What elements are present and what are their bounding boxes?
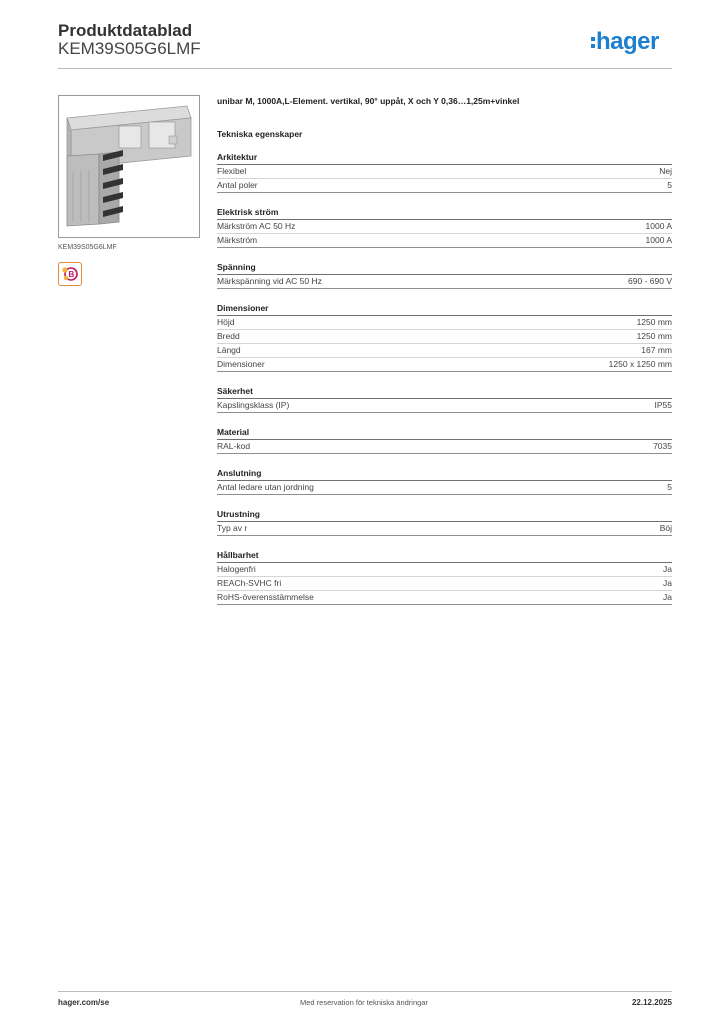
spec-label: Märkspänning vid AC 50 Hz — [217, 276, 322, 286]
image-caption: KEM39S05G6LMF — [58, 244, 117, 251]
section-title: Material — [217, 426, 672, 440]
spec-value: Ja — [663, 564, 672, 574]
spec-label: Märkström — [217, 235, 258, 245]
header-divider — [58, 68, 672, 69]
section-gap — [217, 193, 672, 206]
spec-value: 5 — [667, 482, 672, 492]
spec-label: Bredd — [217, 331, 240, 341]
spec-section — [217, 261, 672, 289]
spec-label: Märkström AC 50 Hz — [217, 221, 296, 231]
spec-value: Ja — [663, 592, 672, 602]
busbar-element-icon — [59, 96, 199, 237]
spec-row — [217, 440, 672, 454]
section-gap — [217, 495, 672, 508]
logo-text: hager — [596, 28, 659, 55]
spec-label: Antal ledare utan jordning — [217, 482, 314, 492]
spec-row — [217, 165, 672, 179]
section-gap — [217, 289, 672, 302]
spec-section — [217, 151, 672, 193]
spec-label: Flexibel — [217, 166, 247, 176]
spec-row — [217, 179, 672, 193]
logo-dots-icon — [591, 37, 595, 48]
spec-section — [217, 549, 672, 605]
product-description: unibar M, 1000A,L-Element. vertikal, 90° uppåt, X och Y 0,36…1,25m+vinkel — [217, 96, 520, 106]
footer-website-link[interactable]: hager.com/se — [58, 998, 110, 1007]
spec-label: Typ av r — [217, 523, 248, 533]
spec-row — [217, 234, 672, 248]
spec-row — [217, 591, 672, 605]
spec-section — [217, 302, 672, 372]
spec-row — [217, 316, 672, 330]
section-gap — [217, 372, 672, 385]
section-title: Spänning — [217, 261, 672, 275]
section-title: Anslutning — [217, 467, 672, 481]
spec-label: RoHS-överensstämmelse — [217, 592, 314, 602]
spec-value: Böj — [659, 523, 672, 533]
spec-value: 7035 — [653, 441, 672, 451]
spec-value: 1250 x 1250 mm — [608, 359, 672, 369]
spec-row — [217, 399, 672, 413]
section-title: Hållbarhet — [217, 549, 672, 563]
spec-value: 5 — [667, 180, 672, 190]
spec-panel — [217, 96, 672, 605]
spec-value: Nej — [659, 166, 672, 176]
spec-label: Längd — [217, 345, 241, 355]
spec-section — [217, 426, 672, 454]
spec-value: IP55 — [654, 400, 672, 410]
spec-section — [217, 385, 672, 413]
spec-section — [217, 508, 672, 536]
section-gap — [217, 536, 672, 549]
header-title: Produktdatablad — [58, 21, 193, 40]
spec-row — [217, 481, 672, 495]
section-gap — [217, 413, 672, 426]
section-gap — [217, 454, 672, 467]
spec-row — [217, 220, 672, 234]
spec-label: Höjd — [217, 317, 235, 327]
spec-value: 1250 mm — [636, 331, 672, 341]
spec-value: 167 mm — [641, 345, 672, 355]
section-title: Elektrisk ström — [217, 206, 672, 220]
sustainability-badge-icon — [58, 262, 82, 286]
spec-row — [217, 344, 672, 358]
section-title: Säkerhet — [217, 385, 672, 399]
spec-value: Ja — [663, 578, 672, 588]
spec-value: 690 - 690 V — [628, 276, 672, 286]
spec-row — [217, 358, 672, 372]
header-sku: KEM39S05G6LMF — [58, 39, 201, 58]
svg-text:B: B — [68, 270, 75, 279]
section-title: Dimensioner — [217, 302, 672, 316]
spec-value: 1250 mm — [636, 317, 672, 327]
spec-label: Halogenfri — [217, 564, 256, 574]
spec-value: 1000 A — [645, 221, 672, 231]
spec-row — [217, 330, 672, 344]
spec-row — [217, 522, 672, 536]
section-title: Utrustning — [217, 508, 672, 522]
spec-label: Dimensioner — [217, 359, 265, 369]
spec-label: Antal poler — [217, 180, 258, 190]
spec-row — [217, 563, 672, 577]
section-gap — [217, 248, 672, 261]
section-title: Arkitektur — [217, 151, 672, 165]
spec-label: Kapslingsklass (IP) — [217, 400, 290, 410]
spec-section — [217, 467, 672, 495]
footer-note: Med reservation för tekniska ändringar — [300, 998, 428, 1007]
spec-value: 1000 A — [645, 235, 672, 245]
footer-date: 22.12.2025 — [631, 998, 672, 1007]
hager-logo[interactable] — [591, 28, 659, 56]
spec-section — [217, 206, 672, 248]
spec-label: REACh-SVHC fri — [217, 578, 282, 588]
tech-heading: Tekniska egenskaper — [217, 129, 303, 139]
spec-row — [217, 275, 672, 289]
spec-row — [217, 577, 672, 591]
spec-label: RAL-kod — [217, 441, 251, 451]
footer-divider — [58, 991, 672, 992]
product-image — [58, 95, 200, 238]
spec-sections — [217, 151, 672, 605]
